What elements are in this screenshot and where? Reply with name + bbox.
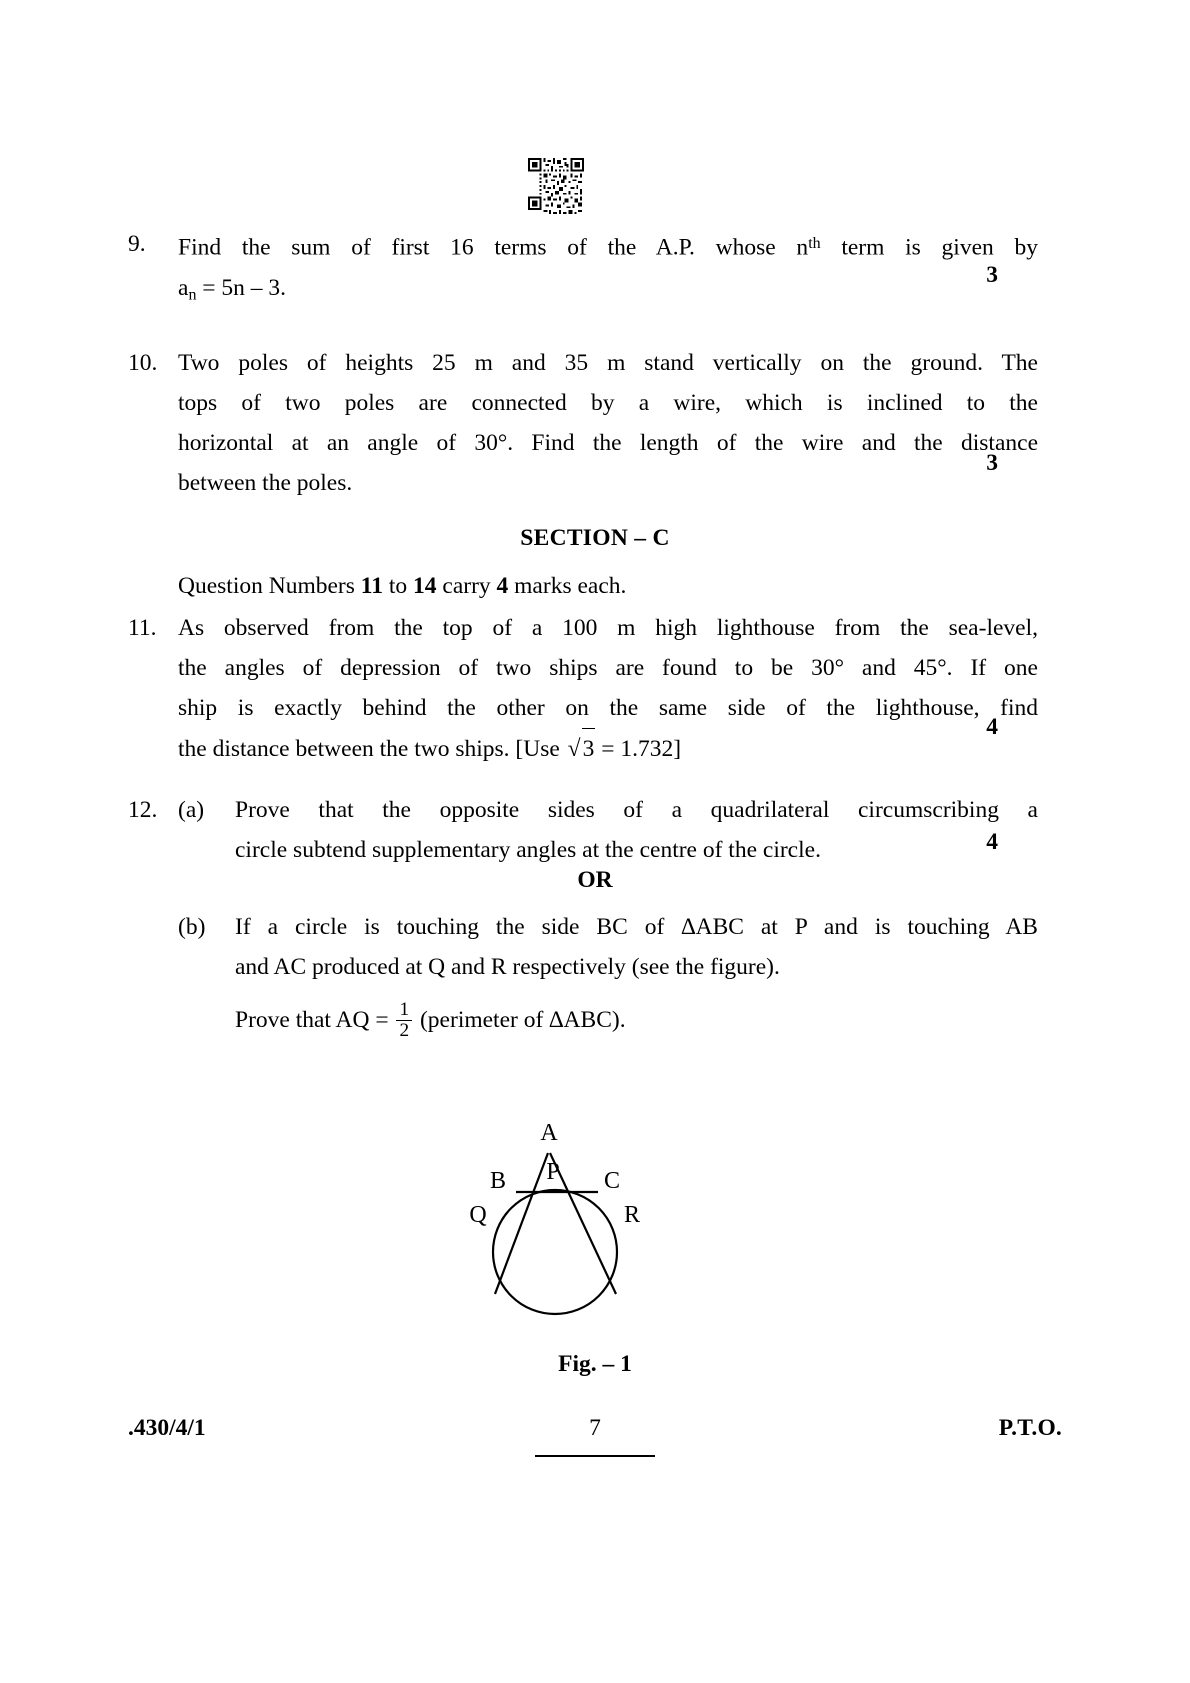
question-10-text [178,343,1038,503]
question-12b-prove-statement [235,1000,626,1040]
question-9-ordinal-superscript: th [808,235,821,252]
figure-label-R: R [623,1202,641,1228]
question-11-radicand: 3 [582,728,596,769]
section-instruction [178,566,626,606]
instruction-to: 14 [413,573,437,599]
question-11-line4-pre: the distance between the two ships. [Use [178,736,566,762]
paper-code: .430/4/1 [128,1415,206,1441]
fraction-denominator: 2 [396,1020,412,1041]
prove-suffix: (perimeter of ∆ABC). [414,1007,626,1033]
question-10-line2: tops of two poles are connected by a wire, which is inclined to the [178,390,1038,416]
qr-code-icon [528,158,584,216]
question-12-part-b-label: (b) [178,914,206,940]
question-11-line4-post: = 1.732] [595,736,682,762]
question-11-line1: As observed from the top of a 100 m high lighthouse from the sea-level, [178,615,1038,641]
page-number-rule [535,1455,655,1457]
question-12a-marks: 4 [986,829,998,855]
question-12a-line1: Prove that the opposite sides of a quadrilateral circumscribing a [235,797,1038,823]
question-9 [128,224,1038,315]
pto-label: P.T.O. [998,1415,1062,1441]
question-10-line4: between the poles. [178,470,353,496]
fraction-numerator: 1 [399,999,410,1021]
question-9-marks: 3 [986,262,998,288]
question-11-line4 [178,728,1038,769]
question-10-line1: Two poles of heights 25 m and 35 m stand vertically on the ground. The [178,350,1038,376]
question-11-number: 11. [128,615,157,641]
instruction-from: 11 [360,573,383,599]
one-half-fraction [396,1000,412,1040]
figure-label-A: A [540,1122,558,1146]
question-12-part-b-text [235,907,1038,987]
question-11-text [178,608,1038,769]
prove-prefix: Prove that AQ = [235,1007,395,1033]
question-9-formula-rest: = 5n – 3. [196,274,287,301]
instruction-mid2: carry [436,573,497,599]
question-12b-line2: and AC produced at Q and R respectively (see the figure). [235,954,780,980]
figure-label-C: C [603,1168,621,1194]
square-root-icon: √3 [566,728,596,769]
question-12-number: 12. [128,797,158,823]
instruction-pre: Question Numbers [178,573,361,599]
figure-1-diagram [440,1122,670,1337]
question-10 [128,343,1038,503]
or-separator: OR [577,867,613,893]
figure-caption: Fig. – 1 [558,1351,632,1377]
question-9-text [178,224,1038,315]
instruction-post: marks each. [508,573,627,599]
instruction-marks: 4 [496,573,509,599]
page-number: 7 [589,1415,601,1441]
question-12 [128,790,1038,870]
question-9-line1: Find the sum of first 16 terms of the A.P. whose n [178,234,809,261]
question-12b-line1: If a circle is touching the side BC of ∆ABC at P and is touching AB [235,914,1038,940]
question-10-number: 10. [128,350,158,376]
question-9-formula-var: a [178,274,189,301]
figure-label-P: P [546,1159,560,1185]
question-10-marks: 3 [986,450,998,476]
question-12-part-b [128,907,1038,987]
figure-label-B: B [489,1168,507,1194]
question-12-part-a-label: (a) [178,797,205,823]
question-9-formula-subscript: n [188,286,197,304]
question-9-number: 9. [128,231,146,257]
figure-label-Q: Q [469,1202,487,1228]
section-heading: SECTION – C [520,525,670,551]
instruction-mid: to [382,573,414,599]
question-9-line1-tail: term is given by [820,234,1038,261]
question-11-line2: the angles of depression of two ships are found to be 30° and 45°. If one [178,655,1038,681]
question-11-marks: 4 [986,714,998,740]
question-12-part-a-text [235,790,1038,870]
question-10-line3: horizontal at an angle of 30°. Find the length of the wire and the distance [178,430,1038,456]
question-11 [128,608,1038,769]
question-12a-line2: circle subtend supplementary angles at the centre of the circle. [235,837,821,863]
question-11-line3: ship is exactly behind the other on the same side of the lighthouse, find [178,695,1038,721]
